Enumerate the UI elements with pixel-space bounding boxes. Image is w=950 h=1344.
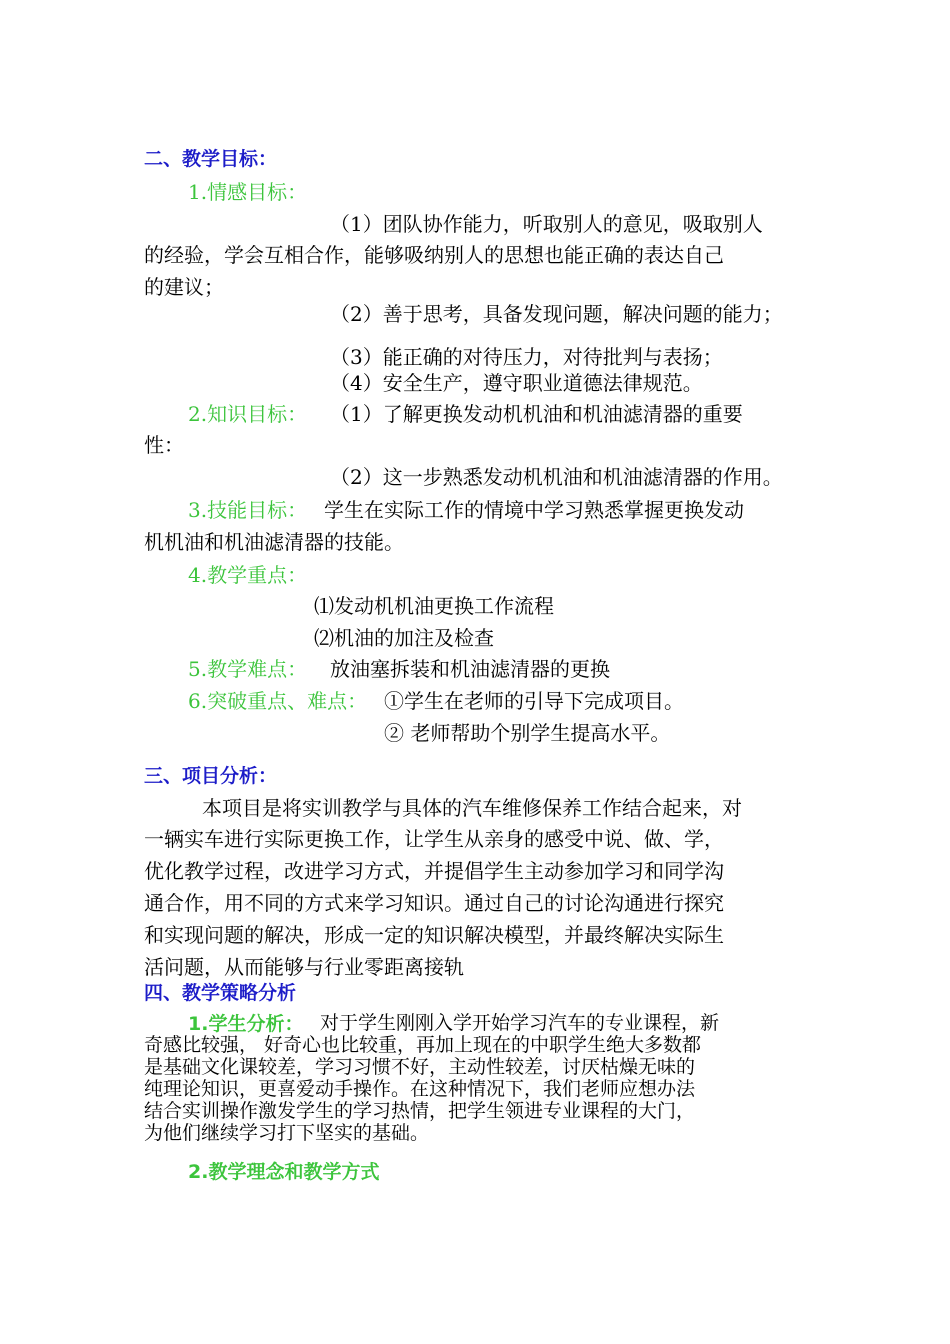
knowledge-goal-label: 2.知识目标： <box>188 402 308 426</box>
emotional-item-1-line-3: 的建议； <box>144 275 224 299</box>
student-analysis-label: 1.学生分析： <box>188 1013 304 1035</box>
knowledge-item-2: （2）这一步熟悉发动机机油和机油滤清器的作用。 <box>330 465 783 489</box>
skill-text-line-2: 机机油和机油滤清器的技能。 <box>144 530 404 554</box>
knowledge-item-1-line-1: （1）了解更换发动机机油和机油滤清器的重要 <box>330 402 743 426</box>
difficulties-label: 5.教学难点： <box>188 657 308 681</box>
student-analysis-line-4: 纯理论知识，更喜爱动手操作。在这种情况下，我们老师应想办法 <box>144 1078 696 1100</box>
emotional-item-1-line-2: 的经验，学会互相合作，能够吸纳别人的思想也能正确的表达自己 <box>144 243 724 267</box>
student-analysis-line-6: 为他们继续学习打下坚实的基础。 <box>144 1122 430 1144</box>
analysis-line-5: 和实现问题的解决，形成一定的知识解决模型，并最终解决实际生 <box>144 923 724 947</box>
difficulties-text: 放油塞拆装和机油滤清器的更换 <box>330 657 610 681</box>
analysis-line-3: 优化教学过程，改进学习方式，并提倡学生主动参加学习和同学沟 <box>144 859 724 883</box>
analysis-line-2: 一辆实车进行实际更换工作，让学生从亲身的感受中说、做、学， <box>144 827 724 851</box>
student-analysis-line-3: 是基础文化课较差，学习习惯不好，主动性较差，讨厌枯燥无味的 <box>144 1056 696 1078</box>
knowledge-item-1-line-2: 性： <box>144 433 184 457</box>
emotional-item-4: （4）安全生产，遵守职业道德法律规范。 <box>330 371 703 395</box>
emotional-goal-label: 1.情感目标： <box>188 180 308 204</box>
section-heading-goals: 二、教学目标： <box>144 148 278 170</box>
key-point-2: ⑵机油的加注及检查 <box>314 626 494 650</box>
analysis-line-1: 本项目是将实训教学与具体的汽车维修保养工作结合起来，对 <box>202 796 742 820</box>
student-analysis-line-1: 对于学生刚刚入学开始学习汽车的专业课程，新 <box>320 1012 720 1034</box>
section-heading-strategy: 四、教学策略分析 <box>144 982 297 1004</box>
breakthrough-item-2: ② 老师帮助个别学生提高水平。 <box>384 721 671 745</box>
breakthrough-label: 6.突破重点、难点： <box>188 689 368 713</box>
student-analysis-line-5: 结合实训操作激发学生的学习热情，把学生领进专业课程的大门， <box>144 1100 696 1122</box>
key-points-label: 4.教学重点： <box>188 563 308 587</box>
breakthrough-item-1: ①学生在老师的引导下完成项目。 <box>384 689 684 713</box>
key-point-1: ⑴发动机机油更换工作流程 <box>314 594 554 618</box>
teaching-concept-label: 2.教学理念和教学方式 <box>188 1161 380 1183</box>
section-heading-analysis: 三、项目分析： <box>144 765 278 787</box>
emotional-item-3: （3）能正确的对待压力，对待批判与表扬； <box>330 345 723 369</box>
skill-goal-label: 3.技能目标： <box>188 498 308 522</box>
analysis-line-4: 通合作，用不同的方式来学习知识。通过自己的讨论沟通进行探究 <box>144 891 724 915</box>
analysis-line-6: 活问题，从而能够与行业零距离接轨 <box>144 955 464 979</box>
skill-text-line-1: 学生在实际工作的情境中学习熟悉掌握更换发动 <box>324 498 744 522</box>
emotional-item-2: （2）善于思考，具备发现问题，解决问题的能力； <box>330 302 783 326</box>
emotional-item-1-line-1: （1）团队协作能力，听取别人的意见，吸取别人 <box>330 212 763 236</box>
student-analysis-line-2: 奇感比较强， 好奇心也比较重，再加上现在的中职学生绝大多数都 <box>144 1034 702 1056</box>
